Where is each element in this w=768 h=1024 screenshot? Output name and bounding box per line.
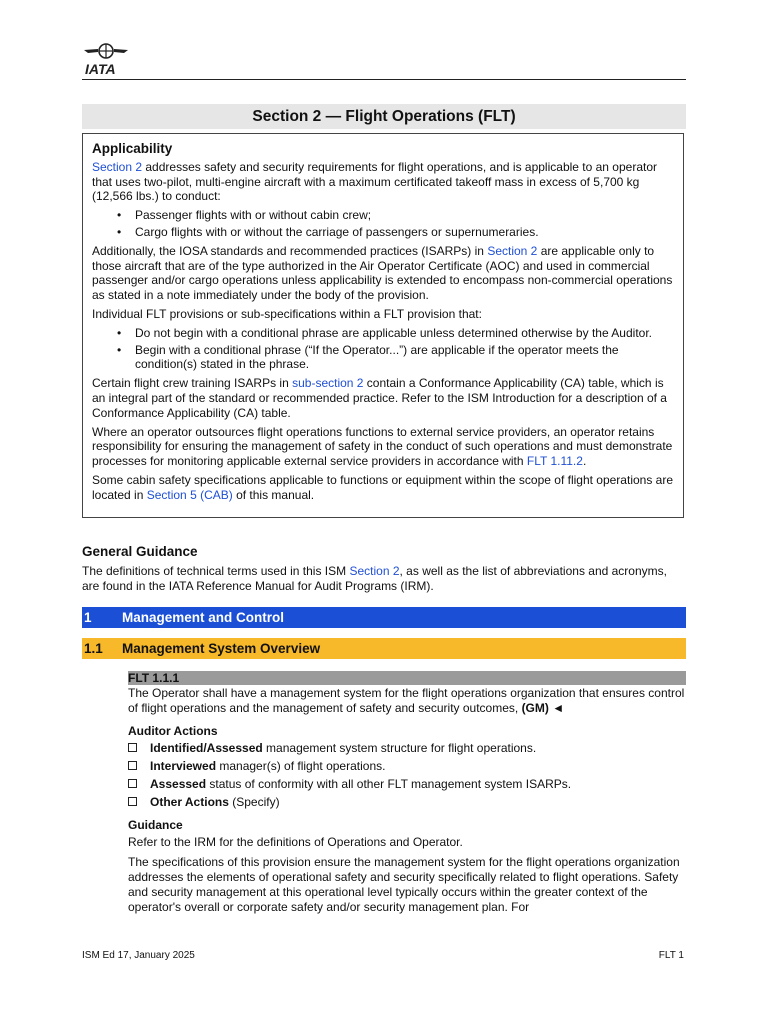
- section-5-cab-link[interactable]: Section 5 (CAB): [146, 487, 233, 502]
- applicability-heading: Applicability: [92, 141, 173, 156]
- section-2-link[interactable]: Section 2: [487, 243, 538, 258]
- iata-logo: [82, 38, 132, 78]
- applicability-paragraph-4: Certain flight crew training ISARPs in sub-section 2 contain a Conformance Applicability (CA) table, which is an integral part of the standard or recommended practice. Refer to the ISM Introduction for a description of a Conformance Applicability (CA) table.: [92, 376, 667, 420]
- applicability-bullets-1: [92, 208, 674, 240]
- provision-content: [128, 671, 686, 919]
- flt-1-11-2-link[interactable]: FLT 1.11.2: [526, 454, 583, 469]
- section-label: Management and Control: [122, 610, 285, 625]
- section-number: 1: [84, 610, 92, 625]
- list-item: • Do not begin with a conditional phrase are applicable unless determined otherwise by the Auditor.: [92, 326, 674, 341]
- auditor-action-item: Interviewed manager(s) of flight operations.: [128, 759, 686, 774]
- checkbox-icon[interactable]: [128, 743, 137, 752]
- header-rule: [82, 79, 686, 80]
- subsection-number: 1.1: [84, 641, 103, 656]
- checkbox-icon[interactable]: [128, 797, 137, 806]
- applicability-paragraph-6: Some cabin safety specifications applicable to functions or equipment within the scope of flight operations are located in Section 5 (CAB) of this manual.: [92, 472, 674, 502]
- gm-marker: (GM) ◄: [521, 700, 565, 715]
- section-2-link[interactable]: Section 2: [92, 159, 143, 174]
- auditor-actions-heading: Auditor Actions: [128, 723, 218, 738]
- subsection-bar-management-system-overview: [82, 638, 686, 659]
- general-guidance: [82, 545, 686, 593]
- applicability-paragraph-1: Section 2 addresses safety and security requirements for flight operations, and is applicable to an operator that uses two-pilot, multi-engine aircraft with a maximum certificated takeoff mass in excess of 5,700 kg (12,566 lbs.) to conduct:: [92, 159, 658, 204]
- applicability-paragraph-3: Individual FLT provisions or sub-specifications within a FLT provision that:: [92, 306, 482, 321]
- applicability-bullets-2: [92, 326, 674, 372]
- general-guidance-heading: General Guidance: [82, 544, 198, 559]
- applicability-box: [82, 133, 684, 518]
- subsection-label: Management System Overview: [122, 641, 321, 656]
- list-item: • Passenger flights with or without cabin crew;: [92, 208, 674, 223]
- footer-page-number: FLT 1: [658, 950, 684, 961]
- auditor-action-item: Identified/Assessed management system structure for flight operations.: [128, 741, 686, 756]
- auditor-action-item: Assessed status of conformity with all other FLT management system ISARPs.: [128, 777, 686, 792]
- sub-section-2-link[interactable]: sub-section 2: [292, 376, 364, 391]
- list-item: • Cargo flights with or without the carriage of passengers or supernumeraries.: [92, 225, 674, 240]
- section-bar-management-and-control: [82, 607, 686, 628]
- list-item: • Begin with a conditional phrase (“If the Operator...”) are applicable if the operator meets the condition(s) stated in the phrase.: [92, 343, 674, 373]
- guidance-paragraph-1: Refer to the IRM for the definitions of Operations and Operator.: [128, 835, 463, 850]
- svg-text:IATA: IATA: [85, 61, 116, 77]
- checkbox-icon[interactable]: [128, 761, 137, 770]
- auditor-action-item: Other Actions (Specify): [128, 795, 686, 810]
- provision-text: The Operator shall have a management system for the flight operations organization that ensures control of flight operations and the management of safety and security outcomes, (GM) ◄: [128, 686, 685, 715]
- provision-id: FLT 1.1.1: [128, 671, 686, 685]
- guidance-heading: Guidance: [128, 817, 183, 832]
- auditor-actions-list: [128, 741, 686, 809]
- applicability-paragraph-5: Where an operator outsources flight operations functions to external service providers, an operator retains responsibility for ensuring the management of safety in the conduct of such operations and must demonstrate processes for monitoring applicable external service providers in accordance with FLT 1.11.2.: [92, 424, 673, 469]
- footer-edition: ISM Ed 17, January 2025: [82, 950, 195, 961]
- guidance-paragraph-2: The specifications of this provision ensure the management system for the flight operations organization addresses the elements of operational safety and security specifically related to flight operations. Safety and security management at this operational level typically occurs within the greater context of the operator's overall or corporate safety and/or security management plan. For: [128, 855, 680, 914]
- applicability-paragraph-2: Additionally, the IOSA standards and recommended practices (ISARPs) in Section 2 are applicable only to those aircraft that are of the type authorized in the Air Operator Certificate (AOC) and used in commercial passenger and/or cargo operations unless applicability is extended to encompass non-commercial operations as stated in a note immediately under the body of the provision.: [92, 243, 673, 303]
- section-title: Section 2 — Flight Operations (FLT): [82, 104, 686, 129]
- general-guidance-text: The definitions of technical terms used in this ISM Section 2, as well as the list of abbreviations and acronyms, are found in the IATA Reference Manual for Audit Programs (IRM).: [82, 563, 667, 593]
- section-2-link[interactable]: Section 2: [349, 563, 400, 578]
- checkbox-icon[interactable]: [128, 779, 137, 788]
